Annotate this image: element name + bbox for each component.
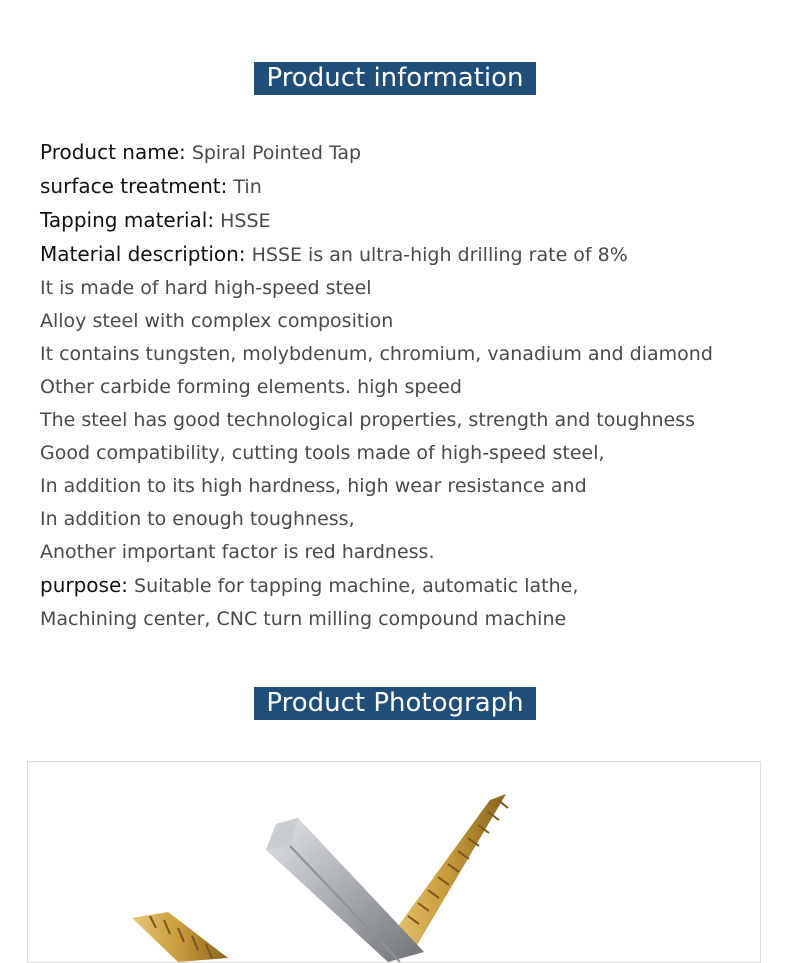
product-information-section: [40, 136, 760, 636]
material-description-line: HSSE is an ultra-high drilling rate of 8%: [251, 244, 628, 266]
product-photograph-title: Product Photograph: [254, 687, 535, 720]
purpose-row: [40, 569, 760, 603]
tapping-material-label: Tapping material:: [40, 208, 215, 232]
tap-fluted-body-right: [388, 794, 508, 952]
material-description-line: In addition to enough toughness,: [40, 508, 355, 530]
purpose-line: Machining center, CNC turn milling compound machine: [40, 608, 567, 630]
product-information-title: Product information: [254, 62, 535, 95]
tapping-material-value: HSSE: [220, 210, 271, 232]
material-description-line: In addition to its high hardness, high wear resistance and: [40, 475, 587, 497]
material-description-line: Another important factor is red hardness.: [40, 541, 435, 563]
material-description-label: Material description:: [40, 242, 246, 266]
product-photograph-heading: [0, 687, 790, 720]
purpose-line: Suitable for tapping machine, automatic lathe,: [134, 575, 579, 597]
material-description-row: [40, 238, 760, 272]
material-description-line: Alloy steel with complex composition: [40, 310, 394, 332]
product-photo: [27, 761, 761, 963]
product-information-heading: [0, 62, 790, 95]
product-name-row: [40, 136, 760, 170]
surface-treatment-row: [40, 170, 760, 204]
product-name-label: Product name:: [40, 140, 186, 164]
spiral-tap-illustration: [28, 762, 760, 962]
material-description-line: It contains tungsten, molybdenum, chromium, vanadium and diamond: [40, 343, 713, 365]
tap-steel-shank: [266, 818, 424, 962]
tap-fluted-body-left: [132, 912, 228, 962]
material-description-line: It is made of hard high-speed steel: [40, 277, 372, 299]
product-name-value: Spiral Pointed Tap: [191, 142, 362, 164]
material-description-line: Good compatibility, cutting tools made of high-speed steel,: [40, 442, 605, 464]
surface-treatment-value: Tin: [233, 176, 262, 198]
purpose-label: purpose:: [40, 573, 128, 597]
tapping-material-row: [40, 204, 760, 238]
material-description-line: The steel has good technological properties, strength and toughness: [40, 409, 696, 431]
material-description-line: Other carbide forming elements. high speed: [40, 376, 462, 398]
surface-treatment-label: surface treatment:: [40, 174, 228, 198]
